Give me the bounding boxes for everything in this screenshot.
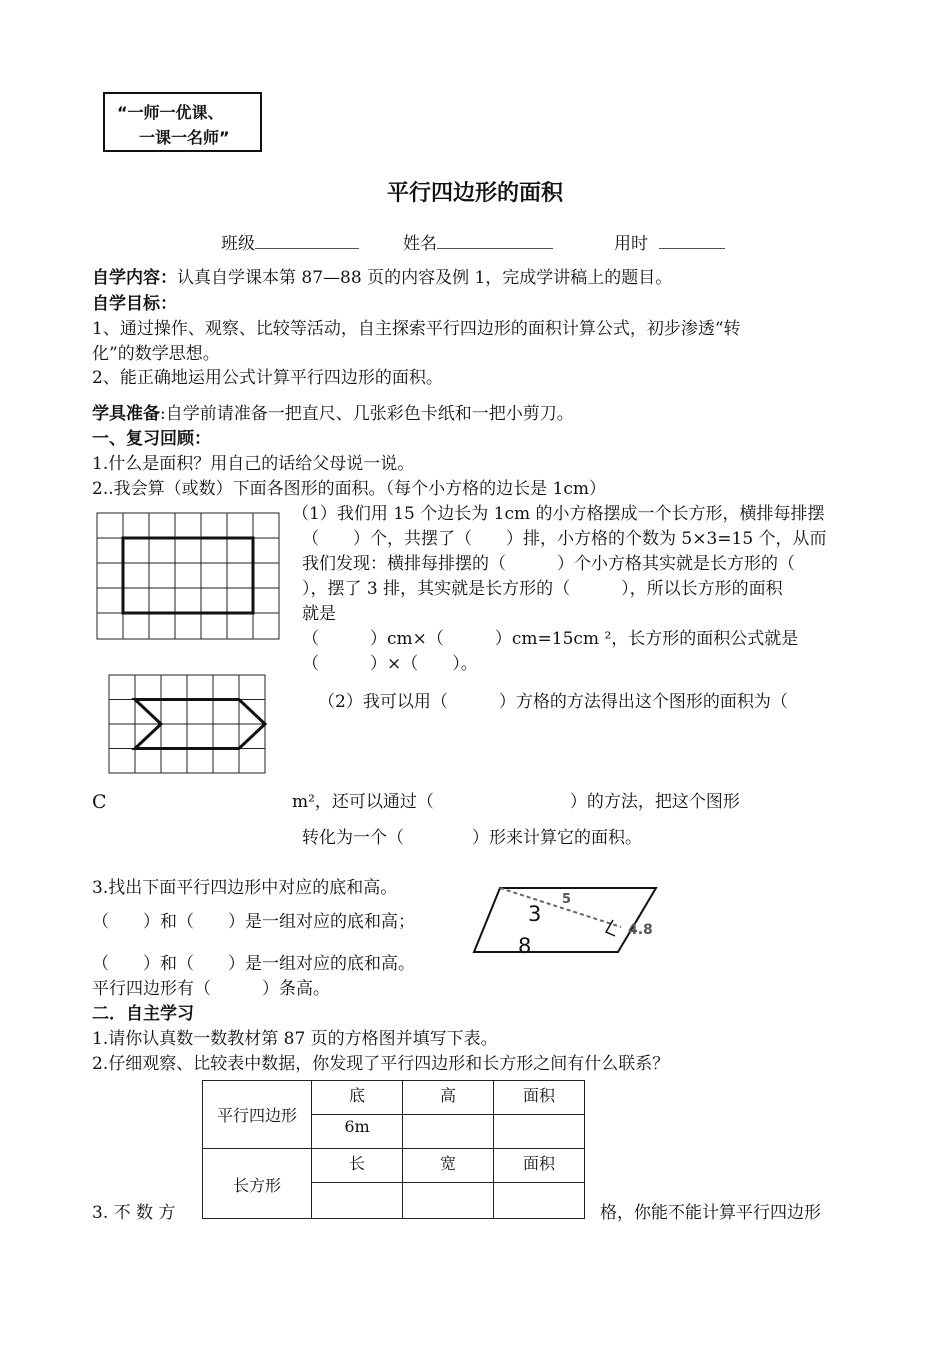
p1-line-1: （1）我们用 15 个边长为 1cm 的小方格摆成一个长方形，横排每排摆 <box>292 504 825 524</box>
row2-value-2[interactable] <box>494 1183 585 1219</box>
self-study-q1: 1.请你认真数一数教材第 87 页的方格图并填写下表。 <box>92 1029 498 1049</box>
row2-value-1[interactable] <box>403 1183 494 1219</box>
row1-header-1: 高 <box>403 1081 494 1115</box>
name-label: 姓名 <box>403 234 437 254</box>
p2-line-3: 转化为一个（ ）形来计算它的面积。 <box>302 828 642 848</box>
name-field <box>403 230 553 256</box>
p2-line-2: m²，还可以通过（ ）的方法，把这个图形 <box>292 792 740 812</box>
row1-value-0[interactable]: 6m <box>312 1115 403 1149</box>
class-label: 班级 <box>221 234 255 254</box>
self-study-q2: 2.仔细观察、比较表中数据，你发现了平行四边形和长方形之间有什么联系？ <box>92 1054 670 1074</box>
para-big-label-bottom: 8 <box>518 934 532 958</box>
comparison-table <box>202 1080 585 1219</box>
tools-label: 学具准备 <box>92 404 160 424</box>
row2-name: 长方形 <box>203 1149 312 1219</box>
goal-item-2: 2、能正确地运用公式计算平行四边形的面积。 <box>92 368 443 388</box>
self-study-q3-left: 3. 不 数 方 <box>92 1203 176 1223</box>
stamp-line-2: 一课一名师” <box>139 128 230 147</box>
class-field <box>221 230 359 256</box>
stamp-line-1: “一师一优课、 <box>117 103 224 122</box>
p2-c: C <box>92 791 107 813</box>
self-study-heading: 二．自主学习 <box>92 1004 194 1024</box>
row2-header-0: 长 <box>312 1149 403 1183</box>
review-q3: 3.找出下面平行四边形中对应的底和高。 <box>92 878 398 898</box>
p1-line-2: （ ）个，共摆了（ ）排，小方格的个数为 5×3=15 个，从而 <box>302 529 827 549</box>
row1-value-2[interactable] <box>494 1115 585 1149</box>
row2-header-2: 面积 <box>494 1149 585 1183</box>
row1-name: 平行四边形 <box>216 1105 297 1125</box>
name-blank <box>437 230 553 249</box>
self-content-text: 认真自学课本第 87—88 页的内容及例 1，完成学讲稿上的题目。 <box>177 268 673 288</box>
tools-text: :自学前请准备一把直尺、几张彩色卡纸和一把小剪刀。 <box>160 404 574 424</box>
row2-value-0[interactable] <box>312 1183 403 1219</box>
p1-line-7: （ ）×（ ）。 <box>302 654 478 674</box>
goal-item-1-line-1: 1、通过操作、观察、比较等活动，自主探索平行四边形的面积计算公式，初步渗透“转 <box>92 319 741 339</box>
grid-rectangle-figure <box>96 512 282 642</box>
grid-arrow-figure <box>108 674 268 776</box>
p1-line-3: 我们发现：横排每排摆的（ ）个小方格其实就是长方形的（ <box>302 554 795 574</box>
row1-name-cell <box>203 1081 312 1149</box>
row1-header-2: 面积 <box>494 1081 585 1115</box>
review-q1: 1.什么是面积？用自己的话给父母说一说。 <box>92 454 415 474</box>
time-field <box>614 230 725 256</box>
time-blank <box>659 230 725 249</box>
tools-line <box>92 402 574 426</box>
para-big-label-top: 3 <box>528 902 542 926</box>
p1-line-5: 就是 <box>302 604 336 624</box>
review-q2: 2..我会算（或数）下面各图形的面积。（每个小方格的边长是 1cm） <box>92 479 606 499</box>
page-title: 平行四边形的面积 <box>386 181 563 206</box>
p1-line-4: ），摆了 3 排，其实就是长方形的（ ），所以长方形的面积 <box>302 579 783 599</box>
self-goal-label: 自学目标： <box>92 294 177 314</box>
row1-header-0: 底 <box>312 1081 403 1115</box>
review-q3-c: 平行四边形有（ ）条高。 <box>92 979 330 999</box>
self-content <box>92 266 672 290</box>
self-content-label: 自学内容： <box>92 268 177 288</box>
row1-value-1[interactable] <box>403 1115 494 1149</box>
p1-line-6: （ ）cm×（ ）cm=15cm ²，长方形的面积公式就是 <box>302 629 799 649</box>
review-q3-b: （ ）和（ ）是一组对应的底和高。 <box>92 954 415 974</box>
para-height-label: 5 <box>562 892 572 907</box>
self-study-q3-right: 格，你能不能计算平行四边形 <box>600 1203 821 1223</box>
class-blank <box>255 230 359 249</box>
para-side-label: 4.8 <box>628 922 653 938</box>
p2-line-1: （2）我可以用（ ）方格的方法得出这个图形的面积为（ <box>318 692 788 712</box>
time-label: 用时 <box>614 234 648 254</box>
review-q3-a: （ ）和（ ）是一组对应的底和高； <box>92 912 415 932</box>
row2-header-1: 宽 <box>403 1149 494 1183</box>
goal-item-1-line-2: 化”的数学思想。 <box>92 344 220 364</box>
stamp-box <box>103 92 262 152</box>
review-heading: 一、复习回顾： <box>92 429 211 449</box>
